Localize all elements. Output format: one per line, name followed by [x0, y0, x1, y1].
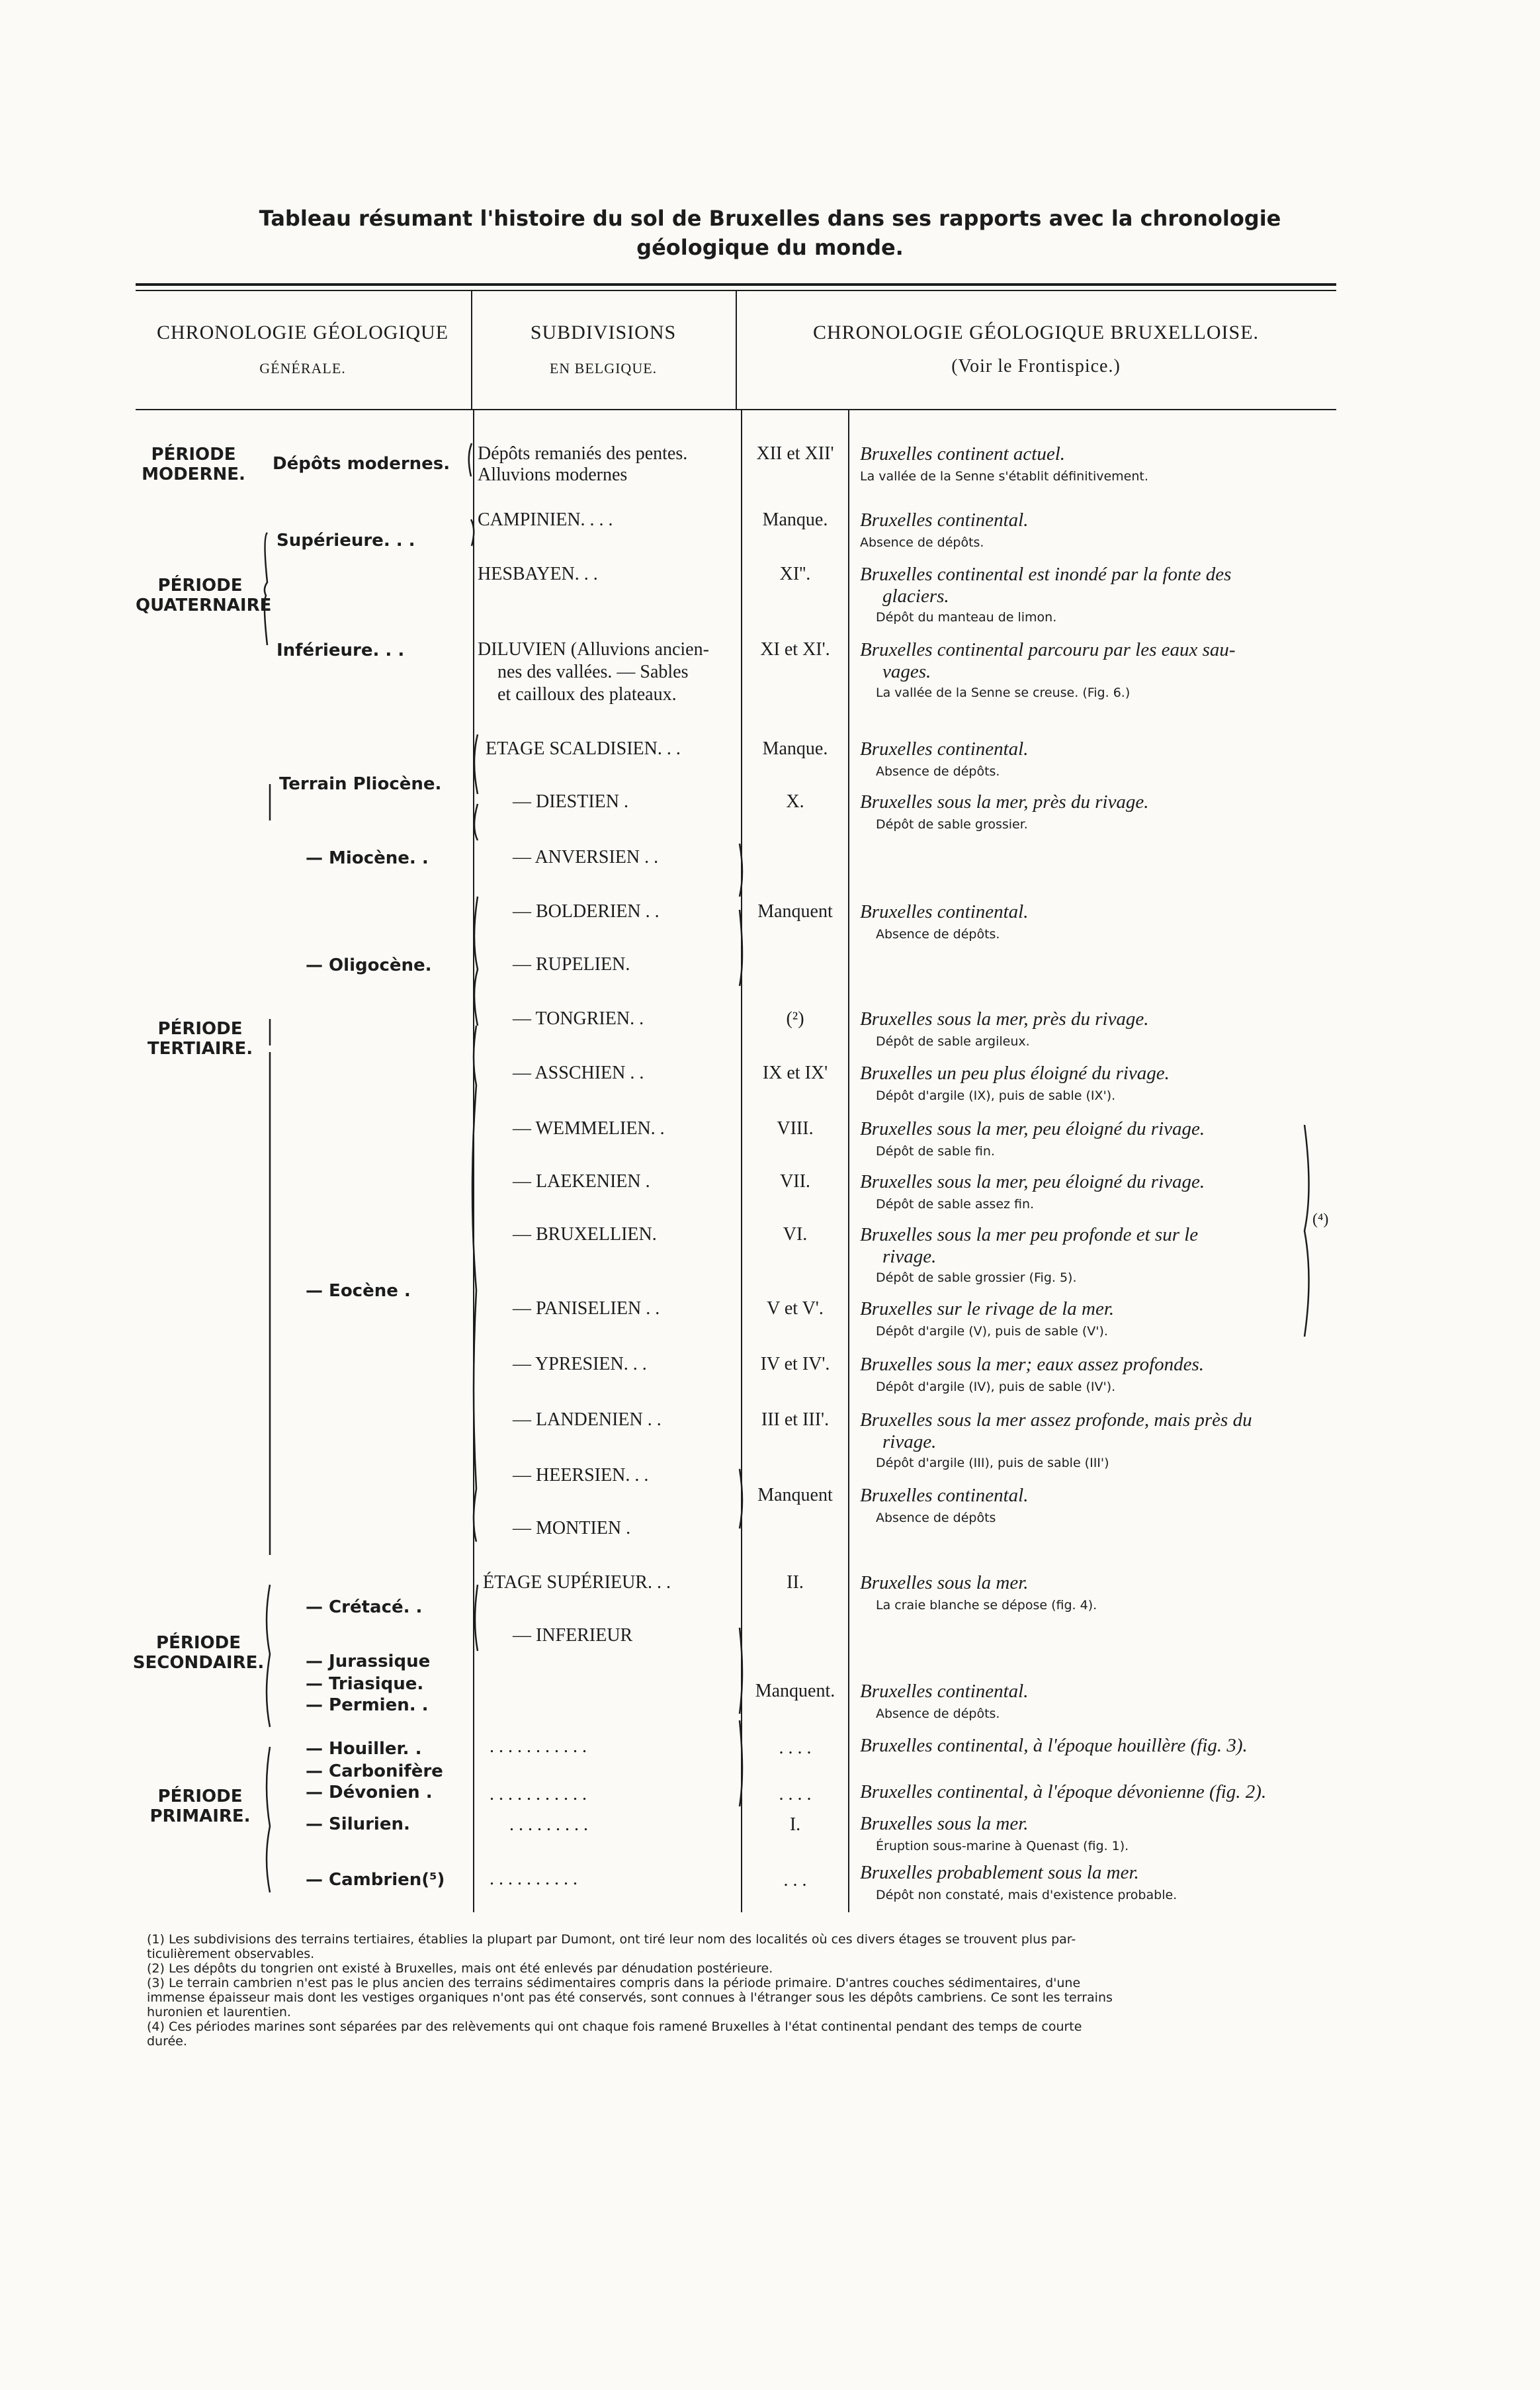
sub-dots-silurien: . . . . . . . . . [509, 1814, 588, 1835]
sub-wemmelien: — WEMMELIEN. . [513, 1118, 665, 1139]
num-i: I. [789, 1814, 801, 1835]
general-oligocene: — Oligocène. [306, 955, 432, 975]
brux-entry: Bruxelles sous la mer assez profonde, mais près du rivage. Dépôt d'argile (III), puis de sable (III') [860, 1409, 1252, 1470]
brux-entry: Bruxelles continental. Absence de dépôts. [860, 1681, 1029, 1721]
num-iii: III et III'. [761, 1409, 830, 1430]
sub-etage-superieur: ÉTAGE SUPÉRIEUR. . . [483, 1572, 671, 1593]
num-vii: VII. [780, 1171, 810, 1192]
num-manquent-3: Manquent. [755, 1681, 835, 1701]
sub-diestien: — DIESTIEN . [513, 791, 628, 812]
sub-dots-cambrien: . . . . . . . . . . [490, 1869, 578, 1889]
brux-entry: Bruxelles sous la mer peu profonde et sur le rivage. Dépôt de sable grossier (Fig. 5). [860, 1224, 1199, 1285]
period-tertiaire: PÉRIODE TERTIAIRE. [147, 1019, 253, 1059]
sub-hesbayen: HESBAYEN. . . [478, 564, 598, 584]
brux-entry: Bruxelles sous la mer, près du rivage. Dépôt de sable argileux. [860, 1008, 1149, 1049]
general-devonien: — Dévonien . [306, 1783, 433, 1802]
num-ix: IX et IX' [762, 1063, 828, 1083]
footnotes: (1) Les subdivisions des terrains tertiaires, établies la plupart par Dumont, ont tiré leur nom des localités où ces divers étages se trouvent plus par- ticulièrement observables. (2) Les dépôts du tongrien ont existé à Bruxelles, mais ont été enlevés par dénudation postérieure. (3) Le terrain cambrien n'est pas le plus ancien des terrains sédimentaires compris dans la période primaire. D'antres couches sédimentaires, d'une immense épaisseur mais dont les vestiges organiques n'ont pas été conservés, sont connues à l'étranger sous les dépôts cambriens. Ce sont les terrains huronien et laurentien. (4) Ces périodes marines sont séparées par des relèvements qui ont chaque fois ramené Bruxelles à l'état continental pendant des temps de courte durée. [147, 1932, 1113, 2049]
sub-paniselien: — PANISELIEN . . [513, 1298, 660, 1319]
brux-entry: Bruxelles sous la mer; eaux assez profondes. Dépôt d'argile (IV), puis de sable (IV'). [860, 1354, 1205, 1394]
general-houiller: — Houiller. . [306, 1739, 422, 1759]
brux-entry: Bruxelles continental parcouru par les eaux sau- vages. La vallée de la Senne se creuse. (Fig. 6.) [860, 639, 1236, 700]
sub-anversien: — ANVERSIEN . . [513, 847, 659, 867]
brux-entry: Bruxelles continental, à l'époque dévonienne (fig. 2). [860, 1781, 1267, 1802]
num-xii: XII et XII' [756, 443, 834, 464]
sub-diluvien-3: et cailloux des plateaux. [497, 684, 677, 705]
sub-diluvien-2: nes des vallées. — Sables [497, 662, 689, 682]
brux-entry: Bruxelles sous la mer. La craie blanche se dépose (fig. 4). [860, 1572, 1097, 1613]
num-xi-prime: XI''. [779, 564, 811, 584]
general-silurien: — Silurien. [306, 1814, 410, 1834]
num-dots-1: . . . . [779, 1738, 812, 1758]
num-iv: IV et IV'. [760, 1354, 830, 1374]
period-secondaire: PÉRIODE SECONDAIRE. [132, 1633, 265, 1673]
header-subdivisions-sub: EN BELGIQUE. [549, 360, 658, 376]
general-jurassique: — Jurassique [306, 1652, 431, 1671]
header-brussels-sub: (Voir le Frontispice.) [951, 356, 1121, 376]
general-triasique: — Triasique. [306, 1674, 424, 1694]
num-manquent-1: Manquent [757, 901, 833, 922]
brux-entry: Bruxelles continental est inondé par la fonte des glaciers. Dépôt du manteau de limon. [860, 564, 1232, 625]
brux-entry: Bruxelles sous la mer, peu éloigné du rivage. Dépôt de sable assez fin. [860, 1171, 1205, 1212]
sub-scaldisien: ETAGE SCALDISIEN. . . [486, 738, 681, 759]
brux-entry: Bruxelles probablement sous la mer. Dépôt non constaté, mais d'existence probable. [860, 1862, 1177, 1902]
num-xi: XI et XI'. [760, 639, 830, 660]
num-x: X. [786, 791, 804, 812]
sub-laekenien: — LAEKENIEN . [513, 1171, 650, 1192]
general-cretace: — Crétacé. . [306, 1597, 423, 1617]
brux-entry: Bruxelles continental. Absence de dépôts. [860, 901, 1029, 942]
sub-heersien: — HEERSIEN. . . [513, 1465, 649, 1485]
page-title: Tableau résumant l'histoire du sol de Bruxelles dans ses rapports avec la chronologie [259, 206, 1281, 231]
num-dots-2: . . . . [779, 1784, 812, 1804]
sub-bruxellien: — BRUXELLIEN. [513, 1224, 657, 1245]
brux-entry: Bruxelles continent actuel. La vallée de la Senne s'établit définitivement. [860, 443, 1148, 484]
sub-rupelien: — RUPELIEN. [513, 954, 630, 975]
general-miocene: — Miocène. . [306, 848, 429, 868]
header-subdivisions: SUBDIVISIONS [530, 322, 677, 343]
period-moderne: PÉRIODE MODERNE. [142, 445, 245, 484]
general-cambrien: — Cambrien(⁵) [306, 1870, 445, 1890]
side-note-marker: (⁴) [1312, 1211, 1329, 1228]
sub-inferieur: — INFERIEUR [513, 1625, 633, 1646]
sub-landenien: — LANDENIEN . . [513, 1409, 662, 1430]
general-carbonifere: — Carbonifère [306, 1761, 443, 1781]
brux-entry: Bruxelles sur le rivage de la mer. Dépôt d'argile (V), puis de sable (V'). [860, 1298, 1115, 1339]
brux-entry: Bruxelles continental. Absence de dépôts [860, 1485, 1029, 1525]
sub-asschien: — ASSCHIEN . . [513, 1063, 644, 1083]
num-viii: VIII. [777, 1118, 814, 1139]
brux-entry: Bruxelles un peu plus éloigné du rivage. Dépôt d'argile (IX), puis de sable (IX'). [860, 1063, 1170, 1103]
num-manque-2: Manque. [762, 738, 828, 759]
sub-dots-houiller: . . . . . . . . . . . [490, 1736, 587, 1757]
brux-entry: Bruxelles continental, à l'époque houillère (fig. 3). [860, 1735, 1248, 1756]
sub-dots-devonien: . . . . . . . . . . . [490, 1784, 587, 1804]
general-permien: — Permien. . [306, 1695, 429, 1715]
general-superieure: Supérieure. . . [277, 531, 415, 551]
num-manque-1: Manque. [762, 509, 828, 530]
sub-bolderien: — BOLDERIEN . . [513, 901, 660, 922]
sub-alluvions: Alluvions modernes [478, 465, 628, 485]
num-dots-3: . . . [783, 1870, 807, 1890]
brux-entry: Bruxelles continental. Absence de dépôts. [860, 738, 1029, 779]
sub-diluvien-1: DILUVIEN (Alluvions ancien- [478, 639, 709, 660]
num-manquent-2: Manquent [757, 1485, 833, 1505]
brux-entry: Bruxelles continental. Absence de dépôts. [860, 509, 1029, 550]
num-v: V et V'. [767, 1298, 824, 1319]
sub-montien: — MONTIEN . [513, 1518, 631, 1538]
header-brussels: CHRONOLOGIE GÉOLOGIQUE BRUXELLOISE. [812, 322, 1260, 343]
sub-depots-remanies: Dépôts remaniés des pentes. [478, 443, 688, 464]
num-vi: VI. [783, 1224, 808, 1245]
brux-entry: Bruxelles sous la mer. Éruption sous-marine à Quenast (fig. 1). [860, 1813, 1129, 1853]
period-primaire: PÉRIODE PRIMAIRE. [150, 1787, 251, 1826]
sub-campinien: CAMPINIEN. . . . [478, 509, 613, 530]
general-inferieure: Inférieure. . . [277, 641, 405, 660]
header-general: CHRONOLOGIE GÉOLOGIQUE [156, 322, 449, 343]
brux-entry: Bruxelles sous la mer, près du rivage. Dépôt de sable grossier. [860, 791, 1149, 832]
general-depots-modernes: Dépôts modernes. [273, 454, 450, 474]
sub-tongrien: — TONGRIEN. . [513, 1008, 644, 1029]
num-ii: II. [787, 1572, 804, 1593]
header-general-sub: GÉNÉRALE. [259, 360, 346, 376]
sub-ypresien: — YPRESIEN. . . [513, 1354, 647, 1374]
general-pliocene: Terrain Pliocène. [279, 774, 442, 794]
num-tongrien-note: (²) [786, 1008, 804, 1029]
general-eocene: — Eocène . [306, 1281, 411, 1301]
brux-entry: Bruxelles sous la mer, peu éloigné du rivage. Dépôt de sable fin. [860, 1118, 1205, 1159]
period-quaternaire: PÉRIODE QUATERNAIRE [136, 576, 272, 615]
page-subtitle: géologique du monde. [636, 235, 904, 260]
